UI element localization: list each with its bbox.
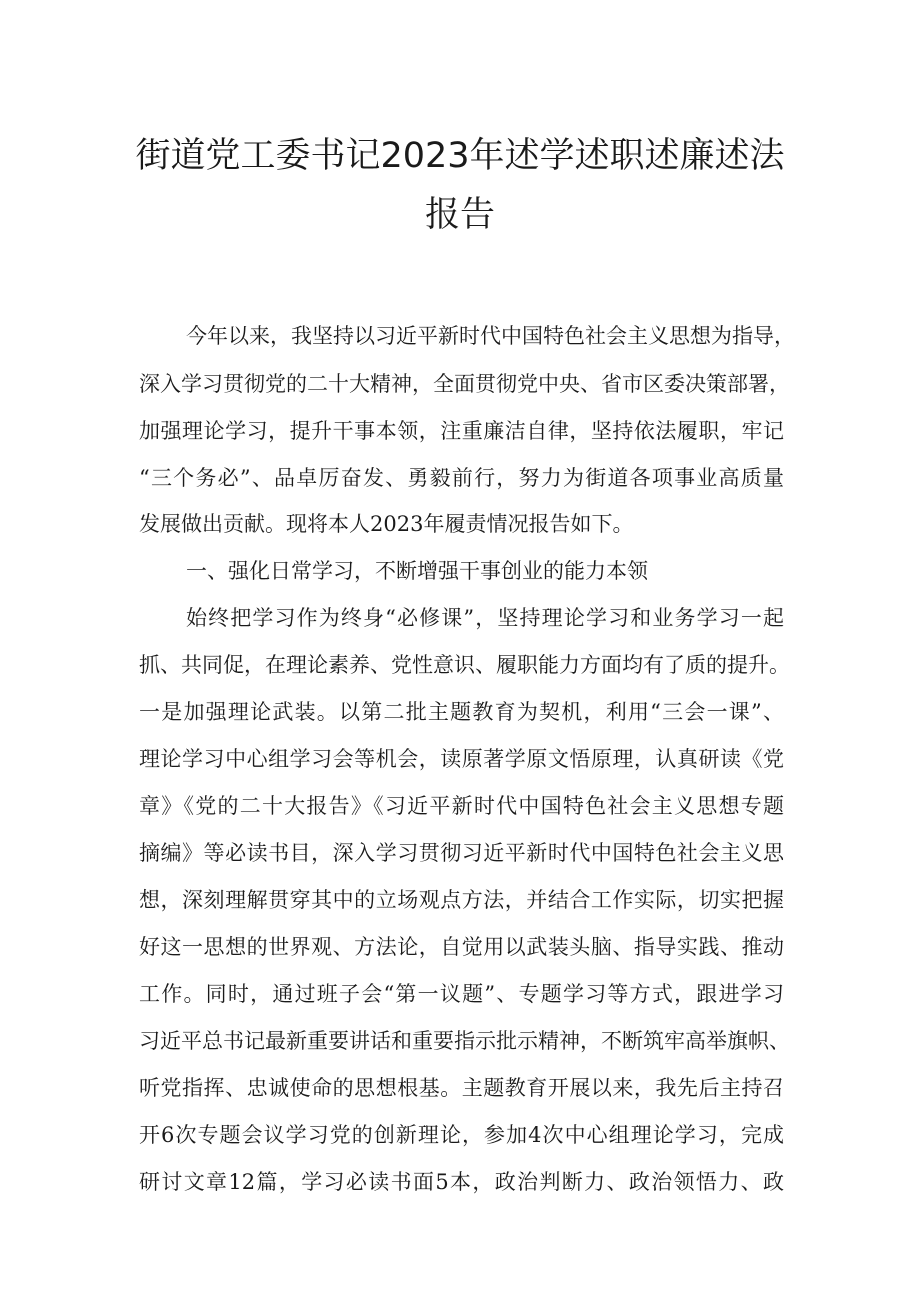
intro-paragraph-line: 加强理论学习，提升干事本领，注重廉洁自律，坚持依法履职，牢记 <box>139 419 784 443</box>
section-paragraph-line: 摘编》等必读书目，深入学习贯彻习近平新时代中国特色社会主义思 <box>139 841 784 865</box>
section-heading: 一、强化日常学习，不断增强干事创业的能力本领 <box>186 559 648 583</box>
section-paragraph-line: 研讨文章12篇，学习必读书面5本，政治判断力、政治领悟力、政 <box>139 1170 784 1194</box>
document-title-line-1: 街道党工委书记2023年述学述职述廉述法 <box>135 136 785 176</box>
intro-paragraph-line: 发展做出贡献。现将本人2023年履责情况报告如下。 <box>139 512 634 536</box>
section-paragraph-line: 一是加强理论武装。以第二批主题教育为契机，利用“三会一课”、 <box>139 700 784 724</box>
section-paragraph-line: 工作。同时，通过班子会“第一议题”、专题学习等方式，跟进学习 <box>139 982 784 1006</box>
section-paragraph-line: 听党指挥、忠诚使命的思想根基。主题教育开展以来，我先后主持召 <box>139 1076 784 1100</box>
section-paragraph-line: 始终把学习作为终身“必修课”，坚持理论学习和业务学习一起 <box>186 606 784 630</box>
section-paragraph-line: 抓、共同促，在理论素养、党性意识、履职能力方面均有了质的提升。 <box>139 653 790 677</box>
section-paragraph-line: 开6次专题会议学习党的创新理论，参加4次中心组理论学习，完成 <box>139 1123 784 1147</box>
intro-paragraph-line: 今年以来，我坚持以习近平新时代中国特色社会主义思想为指导， <box>186 324 795 348</box>
section-paragraph-line: 理论学习中心组学习会等机会，读原著学原文悟原理，认真研读《党 <box>139 747 784 771</box>
section-paragraph-line: 章》《党的二十大报告》《习近平新时代中国特色社会主义思想专题 <box>139 794 784 818</box>
section-paragraph-line: 好这一思想的世界观、方法论，自觉用以武装头脑、指导实践、推动 <box>139 935 784 959</box>
intro-paragraph-line: “三个务必”、品卓厉奋发、勇毅前行，努力为街道各项事业高质量 <box>139 466 784 490</box>
document-title-line-2: 报告 <box>424 195 495 235</box>
section-paragraph-line: 想，深刻理解贯穿其中的立场观点方法，并结合工作实际，切实把握 <box>139 888 784 912</box>
intro-paragraph-line: 深入学习贯彻党的二十大精神，全面贯彻党中央、省市区委决策部署， <box>139 372 790 396</box>
section-paragraph-line: 习近平总书记最新重要讲话和重要指示批示精神，不断筑牢高举旗帜、 <box>139 1029 790 1053</box>
